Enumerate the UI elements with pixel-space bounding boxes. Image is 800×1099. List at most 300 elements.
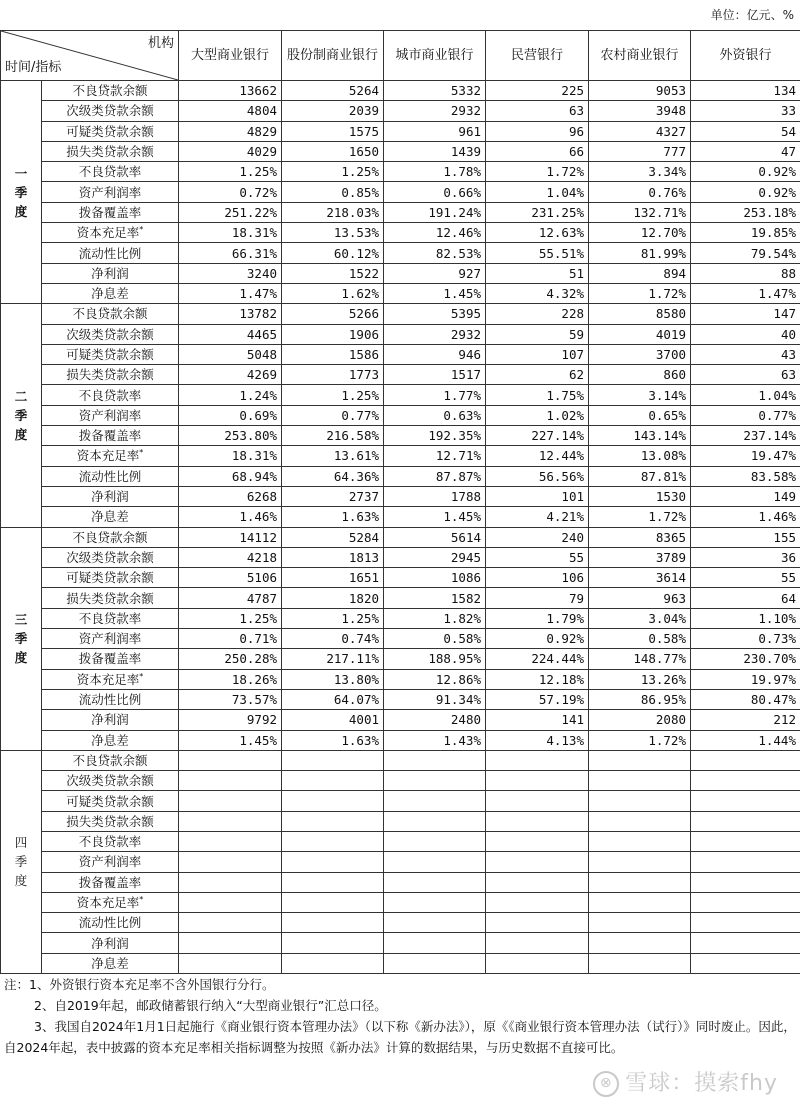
footnote-marker: *: [139, 894, 144, 904]
value-cell: 83.58%: [691, 466, 800, 486]
value-cell: 141: [486, 710, 589, 730]
value-cell: 2039: [282, 101, 384, 121]
header-row: [1, 31, 800, 81]
value-cell: 1.72%: [486, 162, 589, 182]
value-cell: 63: [486, 101, 589, 121]
value-cell: [282, 791, 384, 811]
value-cell: [384, 791, 486, 811]
indicator-text: 可疑类贷款余额: [66, 347, 154, 362]
value-cell: [384, 953, 486, 973]
table-row: [1, 324, 800, 344]
value-cell: [691, 771, 800, 791]
value-cell: 2080: [589, 710, 691, 730]
value-cell: [589, 791, 691, 811]
value-cell: 1.79%: [486, 608, 589, 628]
value-cell: 1820: [282, 588, 384, 608]
indicator-text: 次级类贷款余额: [66, 103, 154, 119]
indicator-label: [42, 324, 179, 344]
value-cell: 1.45%: [179, 730, 282, 750]
table-row: [1, 750, 800, 770]
indicator-text: 次级类贷款余额: [66, 326, 154, 342]
value-cell: 4.13%: [486, 730, 589, 750]
table-row: [1, 588, 800, 608]
indicator-text: 拨备覆盖率: [78, 204, 142, 220]
indicator-text: 资本充足率: [76, 225, 140, 241]
indicator-text: 可疑类贷款余额: [66, 570, 154, 586]
value-cell: [282, 771, 384, 791]
value-cell: 1651: [282, 568, 384, 588]
quarter-label: 二 季 度: [1, 304, 42, 527]
value-cell: 1.72%: [589, 283, 691, 303]
value-cell: 1.82%: [384, 608, 486, 628]
value-cell: [384, 750, 486, 770]
value-cell: 2932: [384, 101, 486, 121]
value-cell: 51: [486, 263, 589, 283]
value-cell: 4.32%: [486, 283, 589, 303]
snowball-logo-icon: ⊗: [593, 1071, 619, 1097]
value-cell: 0.65%: [589, 405, 691, 425]
value-cell: [282, 852, 384, 872]
value-cell: 54: [691, 121, 800, 141]
value-cell: 4787: [179, 588, 282, 608]
indicator-text: 资本充足率: [76, 671, 140, 687]
footnote-3: 3、我国自2024年1月1日起施行《商业银行资本管理办法》（以下称《新办法》），原《《商业银行资本管理办法（试行）》同时废止。因此，自2024年起，表中披露的资本充足率相关指标调整为按照《新办法》计算的数据结果，与历史数据不直接可比。: [4, 1019, 796, 1055]
value-cell: [384, 771, 486, 791]
value-cell: [179, 771, 282, 791]
table-row: [1, 608, 800, 628]
value-cell: 224.44%: [486, 649, 589, 669]
indicator-text: 净息差: [91, 732, 129, 748]
value-cell: 228: [486, 304, 589, 324]
value-cell: 1.47%: [179, 283, 282, 303]
footnote-2: 2、自2019年起，邮政储蓄银行纳入“大型商业银行”汇总口径。: [34, 998, 387, 1013]
value-cell: 13.80%: [282, 669, 384, 689]
value-cell: 13782: [179, 304, 282, 324]
table-row: [1, 649, 800, 669]
value-cell: 1906: [282, 324, 384, 344]
footnote-1: 注：1、外资银行资本充足率不含外国银行分行。: [4, 977, 275, 992]
value-cell: 240: [486, 527, 589, 547]
value-cell: 64.07%: [282, 689, 384, 709]
value-cell: [282, 750, 384, 770]
value-cell: [179, 953, 282, 973]
table-row: [1, 304, 800, 324]
indicator-label: [42, 933, 179, 953]
value-cell: [589, 953, 691, 973]
value-cell: 12.63%: [486, 223, 589, 243]
value-cell: 212: [691, 710, 800, 730]
value-cell: 0.69%: [179, 405, 282, 425]
value-cell: 13.08%: [589, 446, 691, 466]
column-header: 外资银行: [691, 31, 800, 81]
indicator-text: 次级类贷款余额: [66, 773, 154, 789]
value-cell: 55: [691, 568, 800, 588]
table-row: [1, 446, 800, 466]
indicator-text: 不良贷款余额: [72, 83, 148, 99]
indicator-text: 拨备覆盖率: [78, 428, 142, 444]
value-cell: [179, 852, 282, 872]
value-cell: 0.77%: [282, 405, 384, 425]
value-cell: [486, 771, 589, 791]
value-cell: 73.57%: [179, 689, 282, 709]
indicator-text: 不良贷款余额: [72, 306, 148, 322]
value-cell: 88: [691, 263, 800, 283]
value-cell: 33: [691, 101, 800, 121]
value-cell: 946: [384, 344, 486, 364]
table-row: [1, 629, 800, 649]
table-row: [1, 568, 800, 588]
value-cell: 1.25%: [179, 162, 282, 182]
indicator-label: [42, 872, 179, 892]
value-cell: 1522: [282, 263, 384, 283]
value-cell: [179, 811, 282, 831]
value-cell: 188.95%: [384, 649, 486, 669]
value-cell: [384, 892, 486, 912]
value-cell: 147: [691, 304, 800, 324]
indicator-label: [42, 223, 179, 243]
value-cell: 1086: [384, 568, 486, 588]
value-cell: 60.12%: [282, 243, 384, 263]
value-cell: 19.97%: [691, 669, 800, 689]
table-row: [1, 852, 800, 872]
indicator-text: 拨备覆盖率: [78, 651, 142, 667]
value-cell: 250.28%: [179, 649, 282, 669]
value-cell: 192.35%: [384, 426, 486, 446]
indicator-label: [42, 547, 179, 567]
value-cell: 3700: [589, 344, 691, 364]
indicator-label: [42, 202, 179, 222]
value-cell: [691, 852, 800, 872]
value-cell: [179, 831, 282, 851]
value-cell: 66: [486, 141, 589, 161]
table-row: [1, 223, 800, 243]
value-cell: 66.31%: [179, 243, 282, 263]
value-cell: 5395: [384, 304, 486, 324]
value-cell: [486, 852, 589, 872]
value-cell: 101: [486, 486, 589, 506]
value-cell: 0.58%: [589, 629, 691, 649]
indicator-text: 资产利润率: [78, 184, 142, 200]
value-cell: 3614: [589, 568, 691, 588]
indicator-label: [42, 385, 179, 405]
value-cell: 79: [486, 588, 589, 608]
value-cell: [384, 811, 486, 831]
indicator-label: [42, 771, 179, 791]
value-cell: 1.02%: [486, 405, 589, 425]
value-cell: [282, 831, 384, 851]
value-cell: 1773: [282, 365, 384, 385]
value-cell: 5106: [179, 568, 282, 588]
value-cell: [179, 750, 282, 770]
value-cell: [486, 913, 589, 933]
value-cell: [282, 913, 384, 933]
indicator-label: [42, 750, 179, 770]
value-cell: 8365: [589, 527, 691, 547]
indicator-label: [42, 141, 179, 161]
value-cell: 1.63%: [282, 730, 384, 750]
table-row: [1, 344, 800, 364]
indicator-text: 资本充足率: [76, 895, 140, 911]
indicator-label: [42, 892, 179, 912]
value-cell: 0.85%: [282, 182, 384, 202]
footnote-marker: *: [139, 225, 144, 235]
indicator-label: [42, 121, 179, 141]
table-row: [1, 547, 800, 567]
indicator-text: 不良贷款率: [78, 610, 142, 626]
table-row: [1, 507, 800, 527]
indicator-text: 资产利润率: [78, 407, 142, 423]
value-cell: 12.70%: [589, 223, 691, 243]
value-cell: [691, 872, 800, 892]
indicator-text: 不良贷款率: [78, 387, 142, 403]
value-cell: 148.77%: [589, 649, 691, 669]
value-cell: 12.71%: [384, 446, 486, 466]
value-cell: 1.25%: [282, 385, 384, 405]
indicator-text: 净息差: [91, 955, 129, 971]
value-cell: 0.58%: [384, 629, 486, 649]
indicator-text: 损失类贷款余额: [66, 367, 154, 383]
value-cell: 5264: [282, 81, 384, 101]
value-cell: 1.46%: [691, 507, 800, 527]
value-cell: [486, 892, 589, 912]
indicator-label: [42, 304, 179, 324]
indicator-text: 拨备覆盖率: [78, 874, 142, 890]
indicator-text: 可疑类贷款余额: [66, 793, 154, 809]
indicator-text: 流动性比例: [78, 915, 142, 931]
quarter-label: 一 季 度: [1, 81, 42, 304]
value-cell: [691, 750, 800, 770]
value-cell: 1.62%: [282, 283, 384, 303]
value-cell: 0.63%: [384, 405, 486, 425]
table-row: [1, 892, 800, 912]
value-cell: [691, 953, 800, 973]
column-header: 城市商业银行: [384, 31, 486, 81]
table-row: [1, 263, 800, 283]
value-cell: 1.44%: [691, 730, 800, 750]
footnotes: [4, 974, 796, 1058]
value-cell: 36: [691, 547, 800, 567]
value-cell: 68.94%: [179, 466, 282, 486]
quarter-label: 三 季 度: [1, 527, 42, 750]
value-cell: 1.46%: [179, 507, 282, 527]
value-cell: 4019: [589, 324, 691, 344]
value-cell: 0.74%: [282, 629, 384, 649]
value-cell: [589, 892, 691, 912]
value-cell: 80.47%: [691, 689, 800, 709]
table-row: [1, 689, 800, 709]
table-row: [1, 121, 800, 141]
value-cell: 237.14%: [691, 426, 800, 446]
value-cell: [486, 831, 589, 851]
indicator-text: 不良贷款率: [78, 164, 142, 180]
indicator-text: 流动性比例: [78, 692, 142, 708]
value-cell: 777: [589, 141, 691, 161]
value-cell: 1650: [282, 141, 384, 161]
indicator-label: [42, 710, 179, 730]
indicator-label: [42, 730, 179, 750]
table-row: [1, 426, 800, 446]
indicator-text: 不良贷款余额: [72, 752, 148, 768]
indicator-text: 净息差: [91, 509, 129, 525]
indicator-text: 资产利润率: [78, 631, 142, 647]
indicator-text: 资产利润率: [78, 854, 142, 870]
value-cell: 8580: [589, 304, 691, 324]
indicator-label: [42, 243, 179, 263]
table-row: [1, 771, 800, 791]
table-row: [1, 669, 800, 689]
indicator-label: [42, 426, 179, 446]
indicator-label: [42, 182, 179, 202]
column-header: 民营银行: [486, 31, 589, 81]
value-cell: 4218: [179, 547, 282, 567]
table-row: [1, 710, 800, 730]
value-cell: 19.47%: [691, 446, 800, 466]
value-cell: 4269: [179, 365, 282, 385]
table-row: [1, 811, 800, 831]
table-row: [1, 162, 800, 182]
value-cell: 2945: [384, 547, 486, 567]
indicator-text: 不良贷款余额: [72, 529, 148, 545]
value-cell: [589, 913, 691, 933]
corner-header: [1, 31, 179, 81]
value-cell: 1.72%: [589, 730, 691, 750]
value-cell: 40: [691, 324, 800, 344]
value-cell: [384, 872, 486, 892]
value-cell: 5284: [282, 527, 384, 547]
indicator-label: [42, 811, 179, 831]
value-cell: [179, 872, 282, 892]
indicator-label: [42, 913, 179, 933]
indicator-text: 可疑类贷款余额: [66, 123, 154, 139]
indicator-text: 净息差: [91, 286, 129, 302]
indicator-text: 净利润: [91, 489, 129, 505]
indicator-label: [42, 831, 179, 851]
value-cell: 894: [589, 263, 691, 283]
value-cell: 5048: [179, 344, 282, 364]
value-cell: [486, 933, 589, 953]
value-cell: 4327: [589, 121, 691, 141]
indicator-label: [42, 608, 179, 628]
value-cell: 59: [486, 324, 589, 344]
indicator-label: [42, 629, 179, 649]
value-cell: 1582: [384, 588, 486, 608]
indicator-label: [42, 466, 179, 486]
value-cell: 1.04%: [691, 385, 800, 405]
value-cell: [589, 750, 691, 770]
indicator-label: [42, 588, 179, 608]
value-cell: [486, 791, 589, 811]
value-cell: 1.25%: [179, 608, 282, 628]
value-cell: 4465: [179, 324, 282, 344]
table-row: [1, 872, 800, 892]
value-cell: 1530: [589, 486, 691, 506]
value-cell: 4.21%: [486, 507, 589, 527]
indicator-text: 净利润: [91, 935, 129, 951]
value-cell: 55: [486, 547, 589, 567]
value-cell: 3.14%: [589, 385, 691, 405]
value-cell: 1.77%: [384, 385, 486, 405]
table-row: [1, 933, 800, 953]
value-cell: 143.14%: [589, 426, 691, 446]
table-row: [1, 385, 800, 405]
table-row: [1, 243, 800, 263]
value-cell: [179, 933, 282, 953]
value-cell: [179, 791, 282, 811]
value-cell: [179, 892, 282, 912]
value-cell: 91.34%: [384, 689, 486, 709]
column-header: 农村商业银行: [589, 31, 691, 81]
value-cell: 86.95%: [589, 689, 691, 709]
unit-label: 单位：亿元、%: [710, 8, 794, 22]
value-cell: 3948: [589, 101, 691, 121]
value-cell: [589, 852, 691, 872]
value-cell: 149: [691, 486, 800, 506]
indicator-text: 净利润: [91, 265, 129, 281]
value-cell: [589, 933, 691, 953]
value-cell: 3789: [589, 547, 691, 567]
table-row: [1, 101, 800, 121]
value-cell: 218.03%: [282, 202, 384, 222]
value-cell: 1517: [384, 365, 486, 385]
value-cell: [691, 933, 800, 953]
value-cell: 227.14%: [486, 426, 589, 446]
table-row: [1, 486, 800, 506]
value-cell: 57.19%: [486, 689, 589, 709]
indicator-text: 损失类贷款余额: [66, 590, 154, 606]
value-cell: 43: [691, 344, 800, 364]
indicator-label: [42, 852, 179, 872]
table-row: [1, 527, 800, 547]
value-cell: 1.45%: [384, 283, 486, 303]
value-cell: [589, 831, 691, 851]
indicator-label: [42, 649, 179, 669]
value-cell: 230.70%: [691, 649, 800, 669]
value-cell: 106: [486, 568, 589, 588]
indicator-text: 流动性比例: [78, 468, 142, 484]
value-cell: 2932: [384, 324, 486, 344]
corner-institution-label: 机构: [147, 36, 174, 51]
table-row: [1, 791, 800, 811]
value-cell: 4001: [282, 710, 384, 730]
value-cell: [691, 791, 800, 811]
value-cell: 12.86%: [384, 669, 486, 689]
indicator-label: [42, 568, 179, 588]
value-cell: 4804: [179, 101, 282, 121]
value-cell: 251.22%: [179, 202, 282, 222]
value-cell: [282, 811, 384, 831]
value-cell: [691, 892, 800, 912]
value-cell: [384, 933, 486, 953]
value-cell: 55.51%: [486, 243, 589, 263]
value-cell: 13662: [179, 81, 282, 101]
watermark: [593, 1066, 778, 1097]
value-cell: 3.04%: [589, 608, 691, 628]
value-cell: 13.61%: [282, 446, 384, 466]
value-cell: [282, 953, 384, 973]
value-cell: 1.04%: [486, 182, 589, 202]
value-cell: 155: [691, 527, 800, 547]
value-cell: [282, 933, 384, 953]
value-cell: [384, 831, 486, 851]
value-cell: 253.80%: [179, 426, 282, 446]
value-cell: 191.24%: [384, 202, 486, 222]
value-cell: [589, 872, 691, 892]
indicator-text: 流动性比例: [78, 245, 142, 261]
value-cell: 3240: [179, 263, 282, 283]
indicator-label: [42, 283, 179, 303]
value-cell: 0.92%: [691, 162, 800, 182]
value-cell: [282, 892, 384, 912]
